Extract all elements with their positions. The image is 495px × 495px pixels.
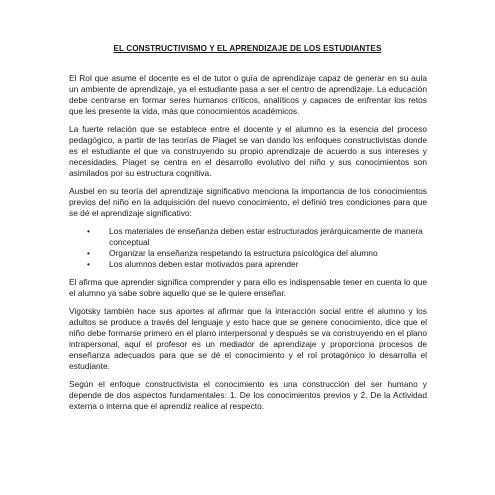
document-title: EL CONSTRUCTIVISMO Y EL APRENDIZAJE DE LOS ESTUDIANTES: [113, 44, 382, 53]
condition-item: • Los materiales de enseñanza deben estar estructurados jerárquicamente de manera conceptual: [109, 226, 427, 248]
condition-item: • Organizar la enseñanza respetando la estructura psicológica del alumno: [109, 248, 427, 259]
paragraph-vigotsky: Vigotsky también hace sus aportes al afirmar que la interacción social entre el alumno y los adultos se produce a través del lenguaje y esto hace que se genere conocimiento, dice que el niño debe formarse primero en el plano interpersonal y después se va construyendo en el plano intrapersonal, aquí el profesor es un mediador de aprendizaje y proporciona procesos de enseñanza adecuados para que se dé el conocimiento y el rol protagónico lo desarrolla el estudiante.: [69, 306, 427, 371]
paragraph-rol-docente: El Rol que asume el docente es el de tutor o guía de aprendizaje capaz de generar en su aula un ambiente de aprendizaje, ya el estudiante pasa a ser el centro de aprendizaje. La educación debe centrarse en formar seres humanos críticos, analíticos y capaces de enfrentar los retos que les presente la vida, más que conocimientos académicos.: [69, 73, 427, 116]
conditions-list: [69, 226, 427, 270]
paragraph-ausbel: Ausbel en su teoría del aprendizaje significativo menciona la importancia de los conocimientos previos del niño en la adquisición del nuevo conocimiento, el definió tres condiciones para que se dé el aprendizaje significativo:: [69, 186, 427, 218]
condition-item: • Los alumnos deben estar motivados para aprender: [109, 259, 427, 270]
document-body: [69, 73, 427, 419]
paragraph-relacion-docente-alumno: La fuerte relación que se establece entre el docente y el alumno es la esencia del proceso pedagógico, a partir de las teorías de Piaget se van dando los enfoques constructivistas donde es el estudiante el que va construyendo su propio aprendizaje de acuerdo a sus intereses y necesidades. Piaget se centra en el desarrollo evolutivo del niño y sus conocimientos son asimilados por su estructura cognitiva.: [69, 124, 427, 178]
paragraph-enfoque-constructivista: Según el enfoque constructivista el conocimiento es una construcción del ser humano y depende de dos aspectos fundamentales: 1. De los conocimientos previos y 2. De la Actividad externa o interna que el aprendiz realice al respecto.: [69, 379, 427, 411]
paragraph-aprender-comprender: El afirma que aprender significa comprender y para ello es indispensable tener en cuenta lo que el alumno ya sabe sobre aquello que se le quiere enseñar.: [69, 277, 427, 298]
